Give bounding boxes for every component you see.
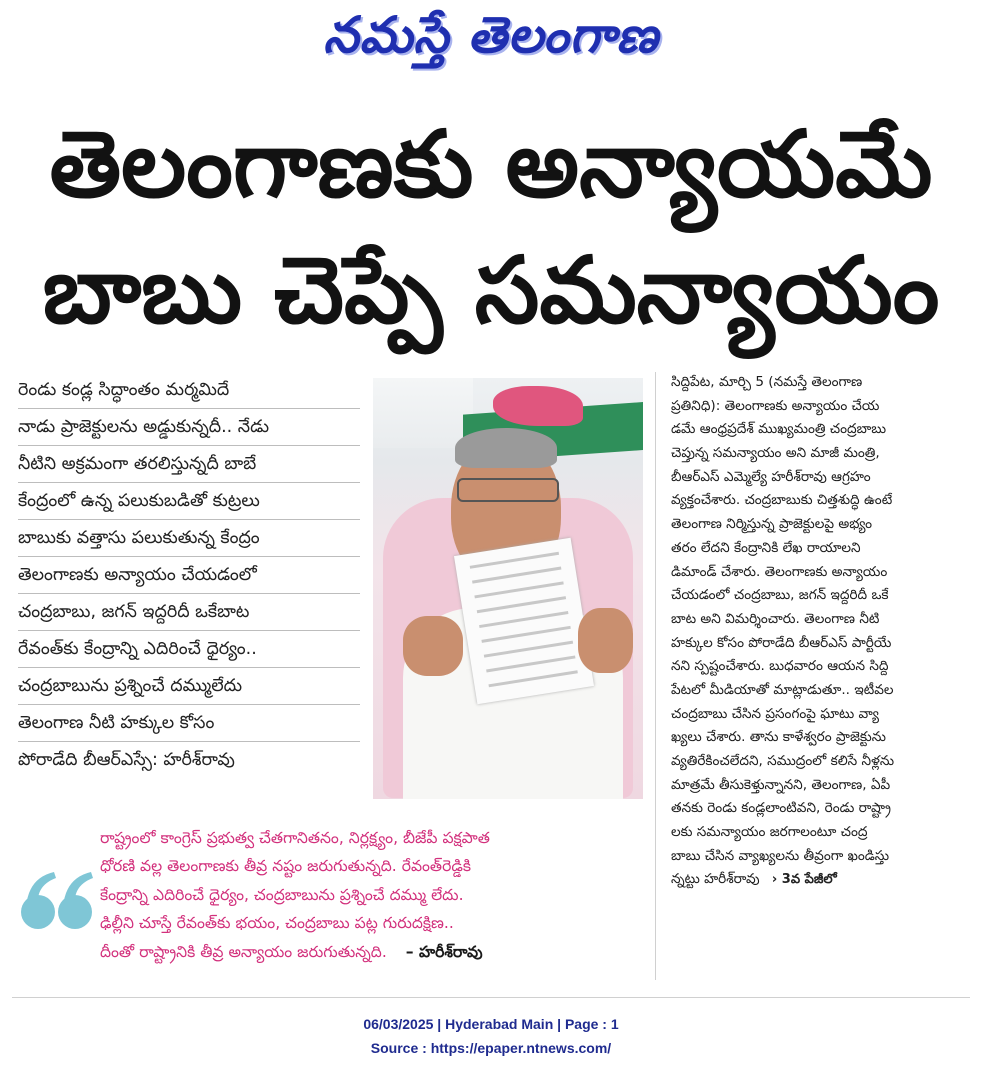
photo-flag — [493, 386, 583, 426]
article-body — [671, 371, 971, 892]
photo-person-glasses — [457, 478, 559, 502]
article-line: మాత్రమే తీసుకెళ్తున్నానని, తెలంగాణ, ఏపీ — [671, 776, 891, 793]
masthead-title: నమస్తే తెలంగాణ — [323, 5, 659, 64]
quote-line: ధోరణి వల్ల తెలంగాణకు తీవ్ర నష్టం జరుగుతున్నది. రేవంత్‌రెడ్డికి — [100, 857, 471, 876]
article-line: డిమాండ్ చేశారు. తెలంగాణకు అన్యాయం — [671, 563, 888, 580]
quote-line: కేంద్రాన్ని ఎదిరించే ధైర్యం, చంద్రబాబును ప్రశ్నించే దమ్ము లేదు. — [100, 885, 464, 904]
article-line: బీఆర్ఎస్ ఎమ్మెల్యే హరీశ్‌రావు ఆగ్రహం — [671, 468, 871, 485]
photo-person-hair — [455, 428, 557, 468]
article-line: సిద్దిపేట, మార్చి 5 (నమస్తే తెలంగాణ — [671, 374, 863, 390]
arrow-icon: › — [771, 872, 778, 888]
subhead-line: చంద్రబాబును ప్రశ్నించే దమ్ములేదు — [18, 668, 360, 705]
article-line: చెప్తున్న సమన్యాయం అని మాజీ మంత్రి, — [671, 445, 880, 462]
article-line: ఖ్యలు చేశారు. తాను కాళేశ్వరం ప్రాజెక్టును — [671, 729, 886, 746]
subhead-line: బాబుకు వత్తాసు పలుకుతున్న కేంద్రం — [18, 520, 360, 557]
subheads — [18, 372, 360, 778]
bottom-divider — [12, 997, 970, 998]
article-line: బాట అని విమర్శించారు. తెలంగాణ నీటి — [671, 610, 880, 627]
masthead — [0, 5, 982, 74]
article-line: వ్యతిరేకించలేదని, సముద్రంలో కలిసే నీళ్లను — [671, 753, 895, 769]
subhead-line: చంద్రబాబు, జగన్ ఇద్దరిదీ ఒకేబాట — [18, 594, 360, 631]
quote-attribution: – హరీశ్‌రావు — [405, 942, 483, 961]
subhead-line: రెండు కండ్ల సిద్ధాంతం మర్మమిదే — [18, 372, 360, 409]
article-last-line: న్నట్టు హరీశ్‌రావు — [671, 871, 760, 888]
footer-source-link[interactable]: Source : https://epaper.ntnews.com/ — [370, 1040, 612, 1056]
headline-line-1: తెలంగాణకు అన్యాయమే — [49, 111, 933, 218]
column-divider — [655, 372, 656, 980]
article-line: తరం లేదని కేంద్రానికి లేఖ రాయాలని — [671, 539, 861, 556]
news-photo — [373, 378, 643, 799]
article-line: డమే ఆంధ్రప్రదేశ్ ముఖ్యమంత్రి చంద్రబాబు — [671, 421, 887, 438]
subhead-line: తెలంగాణకు అన్యాయం చేయడంలో — [18, 557, 360, 594]
article-line: వ్యక్తంచేశారు. చంద్రబాబుకు చిత్తశుద్ధి ఉంటే — [671, 492, 893, 509]
article-line: చంద్రబాబు చేసిన ప్రసంగంపై ఘాటు వ్యా — [671, 705, 879, 722]
subhead-line: పోరాడేది బీఆర్ఎస్సే: హరీశ్‌రావు — [18, 750, 235, 770]
article-line: పేటలో మీడియాతో మాట్లాడుతూ.. ఇటీవల — [671, 681, 894, 698]
quote-line: రాష్ట్రంలో కాంగ్రెస్ ప్రభుత్వ చేతగానితనం, నిర్లక్ష్యం, బీజేపీ పక్షపాత — [100, 829, 490, 847]
photo-hand-left — [403, 616, 463, 676]
subhead-line: తెలంగాణ నీటి హక్కుల కోసం — [18, 705, 360, 742]
quote-last-line: దీంతో రాష్ట్రానికి తీవ్ర అన్యాయం జరుగుతున్నది. — [100, 942, 387, 961]
article-line: నని స్పష్టంచేశారు. బుధవారం ఆయన సిద్ది — [671, 658, 889, 675]
article-line: తెలంగాణ నిర్మిస్తున్న ప్రాజెక్టులపై అభ్యం — [671, 516, 873, 533]
photo-document — [454, 538, 594, 705]
continuation-link[interactable] — [772, 868, 837, 892]
quote-line — [100, 938, 645, 966]
subhead-line: నాడు ప్రాజెక్టులను అడ్డుకున్నదీ.. నేడు — [18, 409, 360, 446]
subhead-line: కేంద్రంలో ఉన్న పలుకుబడితో కుట్రలు — [18, 483, 360, 520]
photo-background — [373, 378, 473, 448]
headline-line-2: బాబు చెప్పే సమన్యాయం — [42, 237, 940, 344]
quote-line: ఢిల్లీని చూస్తే రేవంత్‌కు భయం, చంద్రబాబు పట్ల గురుదక్షిణ.. — [100, 914, 454, 933]
article-line: బాబు చేసిన వ్యాఖ్యలను తీవ్రంగా ఖండిస్తు — [671, 847, 890, 864]
article-line: లకు సమన్యాయం జరగాలంటూ చంద్ర — [671, 824, 868, 841]
article-line: తనకు రెండు కండ్లలాంటివని, రెండు రాష్ట్రా — [671, 800, 891, 817]
continuation-label: 3వ పేజీలో — [781, 872, 837, 888]
article-line: ప్రతినిధి): తెలంగాణకు అన్యాయం చేయ — [671, 397, 880, 414]
subhead-line: రేవంత్‌కు కేంద్రాన్ని ఎదిరించే ధైర్యం.. — [18, 631, 360, 668]
article-line — [671, 868, 971, 892]
subhead-line: నీటిని అక్రమంగా తరలిస్తున్నదీ బాబే — [18, 446, 360, 483]
article-line: హక్కుల కోసం పోరాడేది బీఆర్ఎస్ పార్టీయే — [671, 634, 892, 651]
article-line: చేయడంలో చంద్రబాబు, జగన్ ఇద్దరిదీ ఒకే — [671, 587, 889, 604]
footer-edition-info: 06/03/2025 | Hyderabad Main | Page : 1 — [363, 1016, 619, 1032]
photo-hand-right — [578, 608, 633, 673]
quote-mark-icon — [20, 868, 96, 932]
pull-quote — [100, 824, 645, 966]
